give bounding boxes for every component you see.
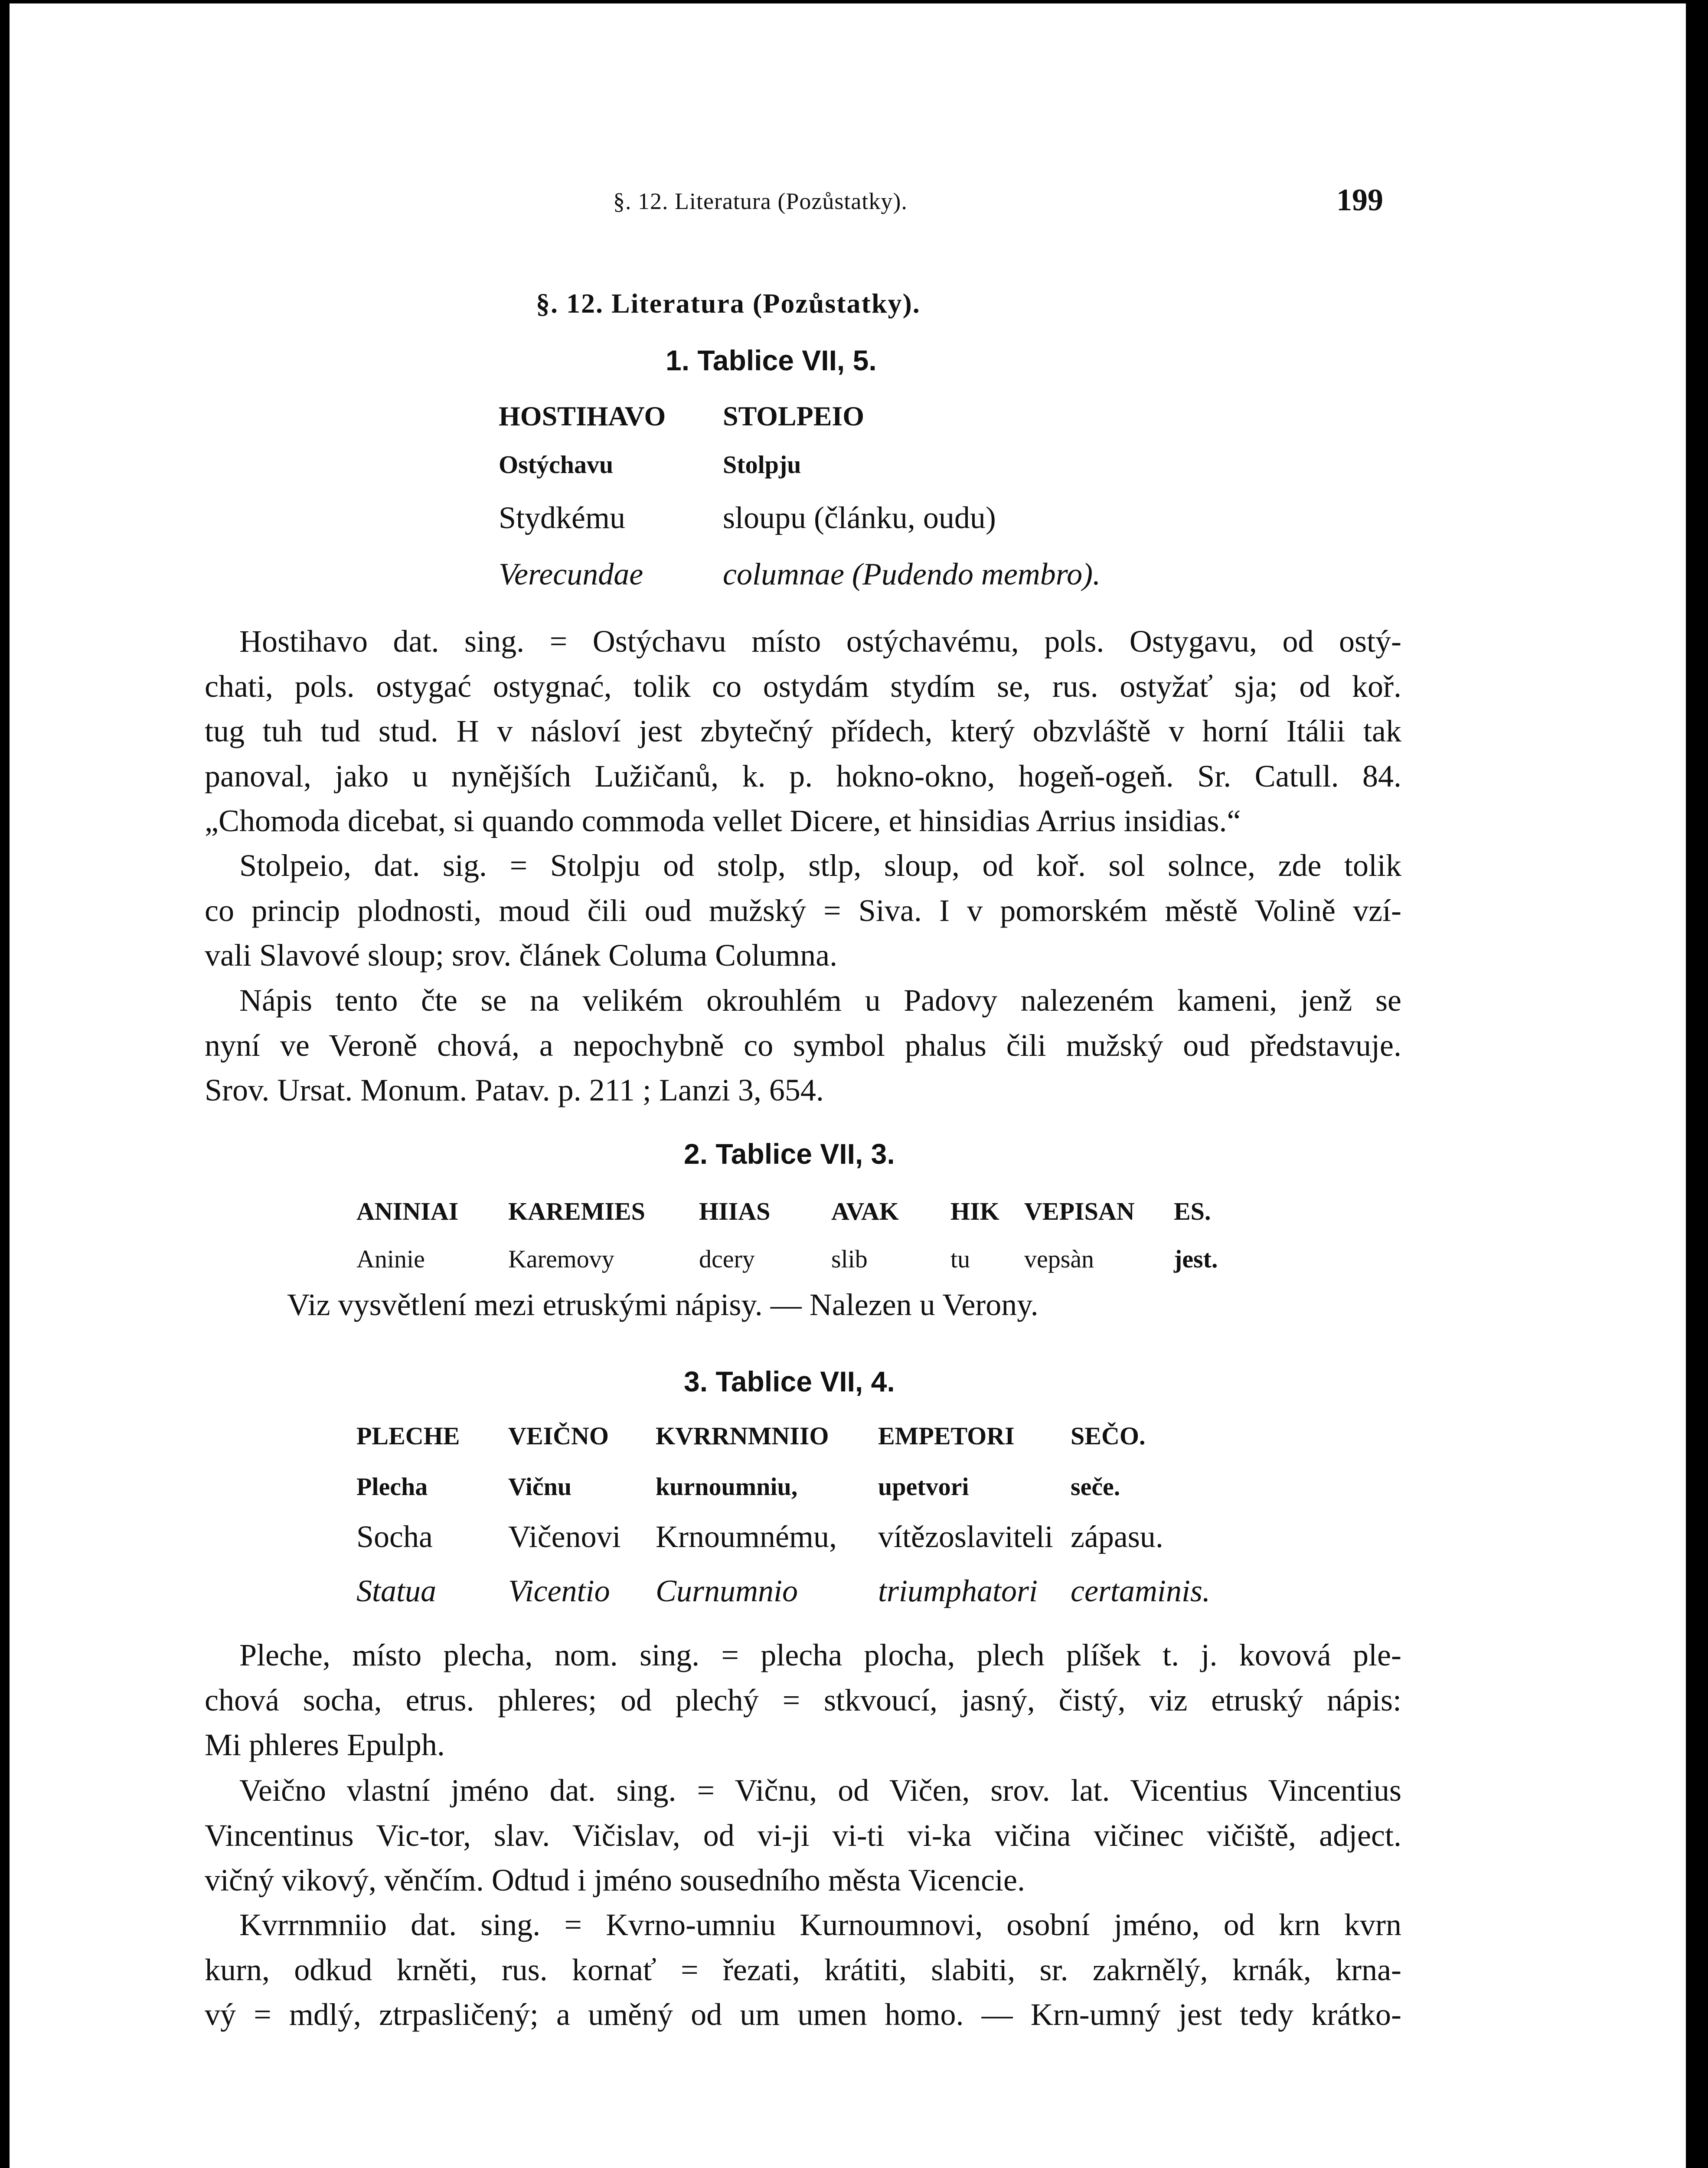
inscription3-paragraph-pleche (205, 1633, 1401, 1768)
text-line: chati, pols. ostygać ostygnać, tolik co ostydám stydím se, rus. ostyžať sja; od koř. (205, 669, 1401, 704)
text-line: Pleche, místo plecha, nom. sing. = plecha plocha, plech plíšek t. j. kovová ple- (239, 1638, 1401, 1672)
text-line: Veično vlastní jméno dat. sing. = Vičnu, od Vičen, srov. lat. Vicentius Vincentius (239, 1773, 1401, 1808)
inscription2-latin-word: VEPISAN (1024, 1197, 1135, 1225)
inscription3-translation-word: Vicentio (508, 1574, 610, 1608)
text-line: kurn, odkud krněti, rus. kornať = řezati, krátiti, slabiti, sr. zakrnělý, krnák, krna- (205, 1952, 1401, 1987)
page-number: 199 (1336, 183, 1383, 217)
text-line: vý = mdlý, ztrpasličený; a uměný od um umen homo. — Krn-umný jest tedy krátko- (205, 1997, 1401, 2032)
inscription3-translation-word: Curnumnio (656, 1574, 798, 1608)
inscription1-paragraph-hostihavo (205, 619, 1401, 844)
inscription1-title: 1. Tablice VII, 5. (666, 344, 877, 376)
inscription1-translation-word: columnae (Pudendo membro). (723, 557, 1101, 591)
text-line: Mi phleres Epulph. (205, 1727, 445, 1762)
page (10, 3, 1686, 2168)
text-line: vali Slavové sloup; srov. článek Columa Columna. (205, 938, 838, 973)
inscription3-reading-word: upetvori (878, 1473, 969, 1501)
text-line: co princip plodnosti, moud čili oud mužský = Siva. I v pomorském městě Volině vzí- (205, 893, 1401, 928)
inscription3-latin-word: KVRRNMNIIO (656, 1422, 829, 1450)
inscription1-czech-word: Stydkému (499, 500, 626, 535)
inscription3-czech-word: Vičenovi (508, 1519, 621, 1554)
inscription3-latin-word: VEIČNO (508, 1422, 609, 1450)
text-line: vičný vikový, věnčím. Odtud i jméno sousedního města Vicencie. (205, 1863, 1025, 1897)
inscription3-title: 3. Tablice VII, 4. (684, 1365, 895, 1397)
inscription1-czech-word: sloupu (článku, oudu) (723, 500, 996, 535)
text-line: tug tuh tud stud. H v násloví jest zbytečný přídech, který obzvláště v horní Itálii tak (205, 714, 1401, 748)
inscription2-latin-word: HIIAS (699, 1197, 771, 1225)
text-line: panoval, jako u nynějších Lužičanů, k. p. hokno-okno, hogeň-ogeň. Sr. Catull. 84. (205, 758, 1401, 793)
inscription3-reading-word: Vičnu (508, 1473, 572, 1501)
inscription1-paragraph-napis (205, 978, 1401, 1113)
inscription2-latin-word: AVAK (831, 1197, 899, 1225)
inscription2-title: 2. Tablice VII, 3. (684, 1138, 895, 1170)
text-line: „Chomoda dicebat, si quando commoda vellet Dicere, et hinsidias Arrius insidias.“ (205, 803, 1241, 838)
inscription3-reading-word: Plecha (356, 1473, 428, 1501)
text-line: Stolpeio, dat. sig. = Stolpju od stolp, stlp, sloup, od koř. sol solnce, zde tolik (239, 848, 1401, 883)
text-line: Kvrrnmniio dat. sing. = Kvrno-umniu Kurnoumnovi, osobní jméno, od krn kvrn (239, 1907, 1401, 1942)
text-line: Vincentinus Vic-tor, slav. Vičislav, od vi-ji vi-ti vi-ka vičina vičinec vičiště, adject. (205, 1818, 1401, 1853)
inscription2-reading-word: slib (831, 1245, 868, 1273)
inscription3-czech-word: vítězoslaviteli (878, 1519, 1053, 1554)
text-line: Srov. Ursat. Monum. Patav. p. 211 ; Lanzi 3, 654. (205, 1073, 824, 1107)
inscription3-latin-word: PLECHE (356, 1422, 460, 1450)
running-title: §. 12. Literatura (Pozůstatky). (613, 188, 908, 214)
section-title: §. 12. Literatura (Pozůstatky). (536, 288, 921, 319)
inscription1-latin-word: HOSTIHAVO (499, 401, 666, 431)
inscription2-reading-word: jest. (1174, 1245, 1218, 1273)
text-line: Nápis tento čte se na velikém okrouhlém u Padovy nalezeném kameni, jenž se (239, 983, 1401, 1018)
inscription1-paragraph-stolpeio (205, 843, 1401, 978)
inscription2-latin-word: HIK (950, 1197, 999, 1225)
inscription3-czech-word: Socha (356, 1519, 433, 1554)
inscription3-czech-word: Krnoumnému, (656, 1519, 837, 1554)
inscription3-paragraph-kvrrnmniio (205, 1903, 1401, 2037)
inscription1-translation-word: Verecundae (499, 557, 643, 591)
inscription3-reading-word: seče. (1071, 1473, 1120, 1501)
inscription3-latin-word: SEČO. (1071, 1422, 1146, 1450)
inscription2-latin-word: ANINIAI (356, 1197, 459, 1225)
inscription3-translation-word: certaminis. (1071, 1574, 1210, 1608)
inscription3-translation-word: triumphatori (878, 1574, 1038, 1608)
inscription2-reading-word: tu (950, 1245, 970, 1273)
inscription2-latin-word: ES. (1174, 1197, 1211, 1225)
inscription2-reading-word: Aninie (356, 1245, 425, 1273)
inscription2-latin-word: KAREMIES (508, 1197, 645, 1225)
text-line: Hostihavo dat. sing. = Ostýchavu místo ostýchavému, pols. Ostygavu, od ostý- (239, 624, 1401, 659)
inscription3-reading-word: kurnoumniu, (656, 1473, 798, 1501)
inscription1-reading-word: Ostýchavu (499, 451, 614, 479)
inscription2-reading-word: dcery (699, 1245, 755, 1273)
inscription3-czech-word: zápasu. (1071, 1519, 1163, 1554)
inscription3-latin-word: EMPETORI (878, 1422, 1015, 1450)
inscription3-paragraph-veicno (205, 1768, 1401, 1903)
text-line: chová socha, etrus. phleres; od plechý = stkvoucí, jasný, čistý, viz etruský nápis: (205, 1682, 1401, 1717)
inscription2-note: Viz vysvětlení mezi etruskými nápisy. — Nalezen u Verony. (287, 1287, 1039, 1322)
inscription3-translation-word: Statua (356, 1574, 437, 1608)
inscription1-reading-word: Stolpju (723, 451, 801, 479)
text-line: nyní ve Veroně chová, a nepochybně co symbol phalus čili mužský oud představuje. (205, 1028, 1401, 1063)
inscription2-reading-word: vepsàn (1024, 1245, 1094, 1273)
inscription1-latin-word: STOLPEIO (723, 401, 865, 431)
inscription2-reading-word: Karemovy (508, 1245, 614, 1273)
